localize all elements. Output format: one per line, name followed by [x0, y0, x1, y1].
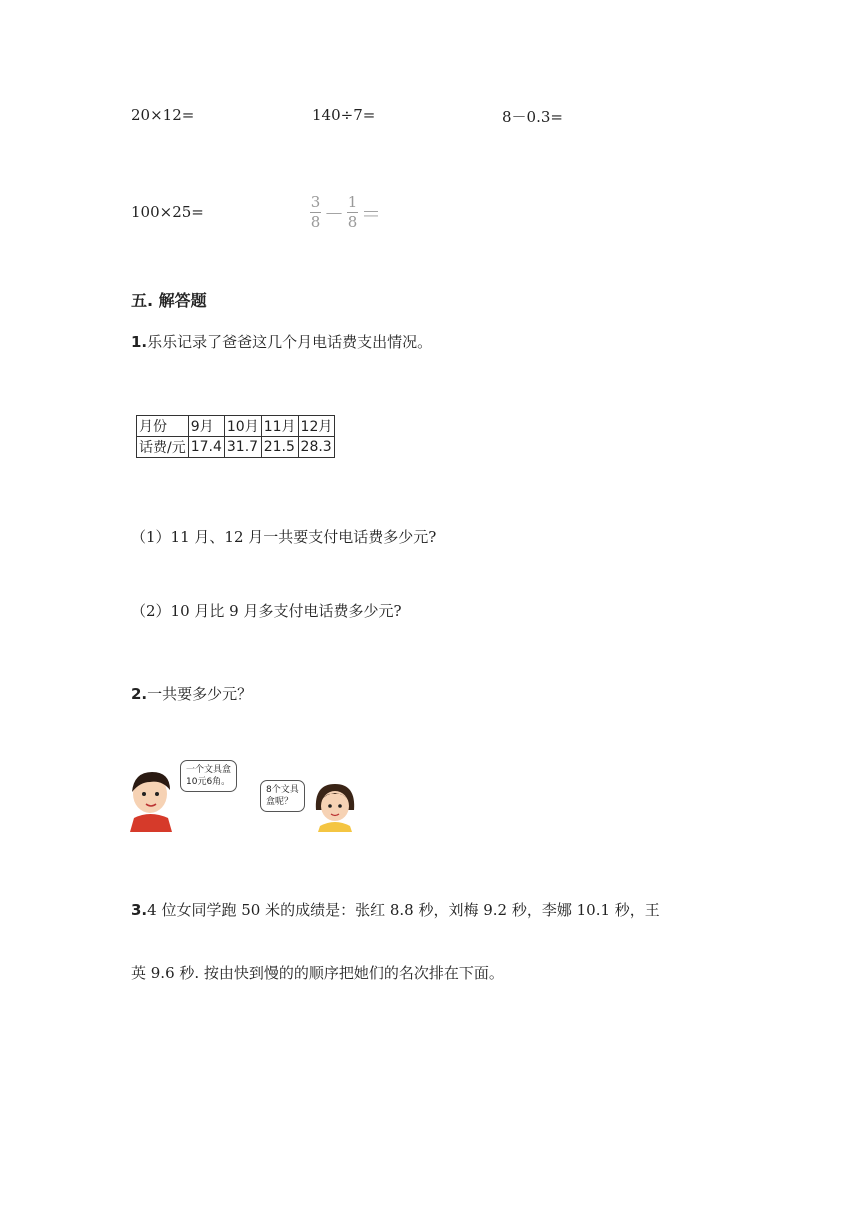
fraction-a-numerator: 3 — [310, 193, 321, 211]
question-1-sub-2: （2）10 月比 9 月多支付电话费多少元? — [131, 602, 402, 620]
question-1-sub-1: （1）11 月、12 月一共要支付电话费多少元? — [131, 528, 437, 546]
bubble-left-line-1: 一个文具盒 — [186, 765, 232, 775]
table-cell: 12月 — [298, 416, 335, 437]
table-cell: 28.3 — [298, 437, 335, 458]
question-3-text-1: 4 位女同学跑 50 米的成绩是：张红 8.8 秒，刘梅 9.2 秒，李娜 10.1 秒，王 — [147, 901, 660, 919]
table-cell: 月份 — [137, 416, 189, 437]
question-3-line-2: 英 9.6 秒. 按由快到慢的的顺序把她们的名次排在下面。 — [131, 964, 504, 982]
bubble-right-line-2: 盒呢？ — [266, 797, 294, 807]
fraction-a — [310, 194, 321, 231]
speech-bubble-right — [260, 780, 305, 812]
calc-item-3: 8－0.3= — [502, 108, 563, 126]
boy-illustration — [128, 766, 176, 832]
table-cell: 17.4 — [188, 437, 224, 458]
table-row — [137, 437, 335, 458]
equals-sign: ＝ — [361, 202, 381, 226]
minus-sign: － — [324, 202, 344, 226]
question-1 — [131, 331, 432, 352]
phone-fee-table — [136, 415, 335, 458]
question-2-number: 2. — [131, 685, 148, 703]
table-cell: 话费/元 — [137, 437, 189, 458]
girl-illustration — [312, 780, 358, 832]
fraction-expression — [310, 194, 384, 231]
bubble-right-line-1: 8个文具 — [266, 785, 299, 795]
fraction-a-denominator: 8 — [310, 213, 321, 231]
question-1-text: 乐乐记录了爸爸这几个月电话费支出情况。 — [147, 333, 433, 351]
calc-item-4: 100×25= — [131, 203, 204, 221]
table-cell: 11月 — [261, 416, 298, 437]
fraction-b-denominator: 8 — [347, 213, 358, 231]
section-title: 五. 解答题 — [131, 291, 207, 310]
table-cell: 9月 — [188, 416, 224, 437]
fraction-b-numerator: 1 — [347, 193, 358, 211]
question-3-number: 3. — [131, 901, 148, 919]
fraction-b — [347, 194, 358, 231]
bubble-left-line-2: 10元6角。 — [186, 777, 231, 787]
question-2 — [131, 683, 252, 704]
question-1-number: 1. — [131, 333, 148, 351]
calc-item-2: 140÷7= — [312, 106, 376, 124]
speech-bubble-left — [180, 760, 237, 792]
illustration-kids — [128, 758, 360, 834]
table-cell: 10月 — [224, 416, 261, 437]
table-cell: 31.7 — [224, 437, 261, 458]
question-3-line-1 — [131, 899, 660, 920]
calc-item-1: 20×12= — [131, 106, 195, 124]
question-2-text: 一共要多少元？ — [147, 685, 253, 703]
table-header-row — [137, 416, 335, 437]
table-cell: 21.5 — [261, 437, 298, 458]
